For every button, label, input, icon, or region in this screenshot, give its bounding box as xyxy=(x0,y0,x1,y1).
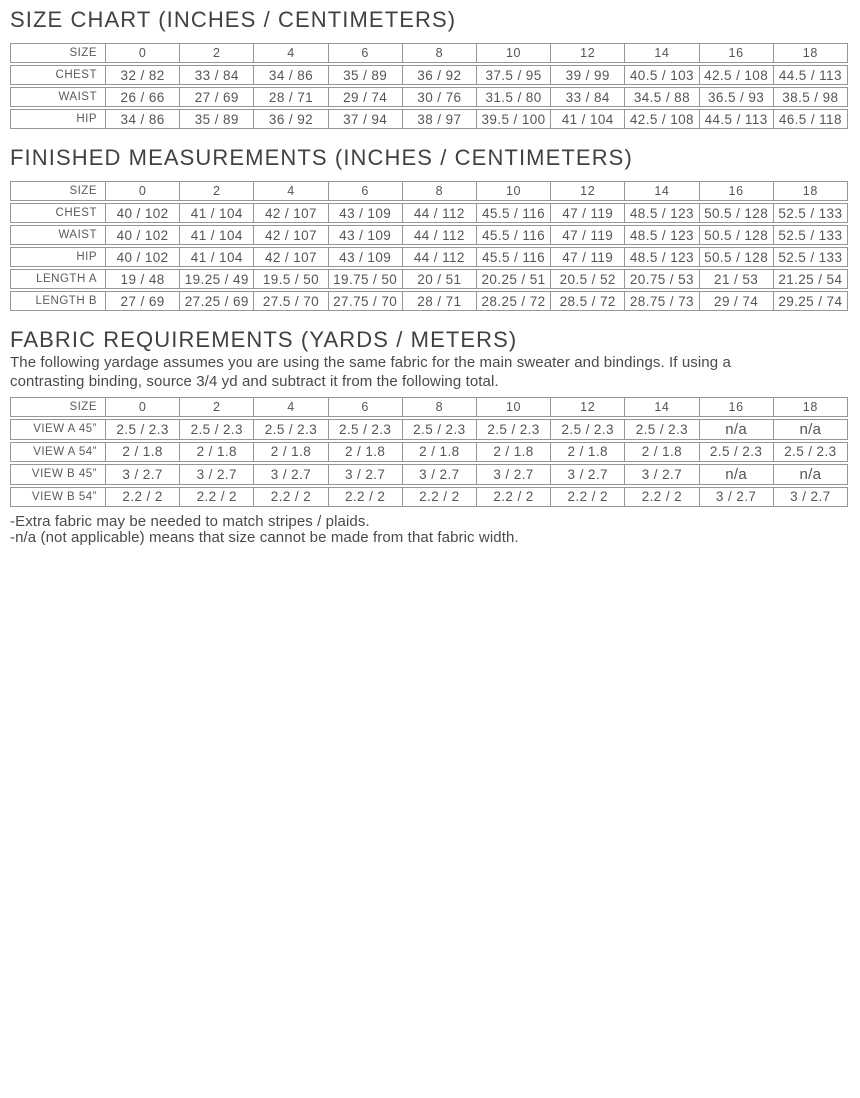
table-cell: 2.2 / 2 xyxy=(329,487,403,507)
fabric-intro-text xyxy=(10,355,782,389)
table-cell: 19.25 / 49 xyxy=(180,269,254,289)
table-cell: 26 / 66 xyxy=(106,87,180,107)
table-row xyxy=(10,269,848,289)
size-corner-label: SIZE xyxy=(10,181,106,201)
table-header-row xyxy=(10,43,848,63)
table-cell: n/a xyxy=(774,419,848,440)
table-cell: 19 / 48 xyxy=(106,269,180,289)
table-row xyxy=(10,65,848,85)
table-cell: 2.2 / 2 xyxy=(551,487,625,507)
table-cell: 20.75 / 53 xyxy=(625,269,699,289)
size-column-header: 6 xyxy=(329,181,403,201)
row-label: WAIST xyxy=(10,225,106,245)
table-cell: 40 / 102 xyxy=(106,225,180,245)
size-column-header: 2 xyxy=(180,397,254,417)
table-cell: 44 / 112 xyxy=(403,203,477,223)
size-column-header: 4 xyxy=(254,397,328,417)
size-column-header: 2 xyxy=(180,43,254,63)
fabric-requirements-table xyxy=(10,395,848,509)
size-chart-table xyxy=(10,41,848,131)
size-column-header: 16 xyxy=(700,397,774,417)
table-row xyxy=(10,464,848,485)
fabric-intro-line1: The following yardage assumes you are using the same fabric for the main sweater and bindings. If using a xyxy=(10,353,731,371)
footnote-stripes: -Extra fabric may be needed to match stripes / plaids. xyxy=(10,512,370,530)
table-cell: 39.5 / 100 xyxy=(477,109,551,129)
table-cell: 40 / 102 xyxy=(106,203,180,223)
table-cell: 37 / 94 xyxy=(329,109,403,129)
footnote-na: -n/a (not applicable) means that size cannot be made from that fabric width. xyxy=(10,529,519,546)
table-cell: 27.5 / 70 xyxy=(254,291,328,311)
table-cell: 29.25 / 74 xyxy=(774,291,848,311)
row-label: CHEST xyxy=(10,203,106,223)
table-cell: 52.5 / 133 xyxy=(774,247,848,267)
table-cell: 2.5 / 2.3 xyxy=(477,419,551,440)
table-cell: 3 / 2.7 xyxy=(477,464,551,485)
table-cell: 44.5 / 113 xyxy=(700,109,774,129)
table-cell: 2 / 1.8 xyxy=(403,442,477,462)
table-cell: 2.2 / 2 xyxy=(625,487,699,507)
table-row xyxy=(10,87,848,107)
table-cell: 42.5 / 108 xyxy=(700,65,774,85)
size-column-header: 0 xyxy=(106,43,180,63)
table-cell: 43 / 109 xyxy=(329,247,403,267)
table-cell: 21.25 / 54 xyxy=(774,269,848,289)
size-column-header: 2 xyxy=(180,181,254,201)
table-cell: 20 / 51 xyxy=(403,269,477,289)
row-label: VIEW A 54” xyxy=(10,442,106,462)
table-cell: 20.5 / 52 xyxy=(551,269,625,289)
table-row xyxy=(10,291,848,311)
size-column-header: 0 xyxy=(106,181,180,201)
table-cell: 28 / 71 xyxy=(254,87,328,107)
table-cell: 42 / 107 xyxy=(254,247,328,267)
table-cell: 34.5 / 88 xyxy=(625,87,699,107)
table-cell: 2.5 / 2.3 xyxy=(774,442,848,462)
size-column-header: 12 xyxy=(551,181,625,201)
finished-measurements-table xyxy=(10,179,848,313)
table-cell: 41 / 104 xyxy=(551,109,625,129)
table-row xyxy=(10,419,848,440)
size-column-header: 12 xyxy=(551,397,625,417)
table-cell: n/a xyxy=(700,419,774,440)
table-cell: 32 / 82 xyxy=(106,65,180,85)
table-cell: 27.75 / 70 xyxy=(329,291,403,311)
table-cell: 38.5 / 98 xyxy=(774,87,848,107)
table-cell: 19.75 / 50 xyxy=(329,269,403,289)
table-cell: 31.5 / 80 xyxy=(477,87,551,107)
table-cell: 43 / 109 xyxy=(329,225,403,245)
table-cell: 29 / 74 xyxy=(700,291,774,311)
table-cell: 41 / 104 xyxy=(180,225,254,245)
table-row xyxy=(10,225,848,245)
row-label: HIP xyxy=(10,247,106,267)
size-column-header: 16 xyxy=(700,43,774,63)
table-cell: 3 / 2.7 xyxy=(403,464,477,485)
table-cell: 37.5 / 95 xyxy=(477,65,551,85)
table-cell: 45.5 / 116 xyxy=(477,203,551,223)
table-cell: 35 / 89 xyxy=(329,65,403,85)
table-cell: 48.5 / 123 xyxy=(625,203,699,223)
table-cell: 42 / 107 xyxy=(254,203,328,223)
table-row xyxy=(10,442,848,462)
table-cell: 42 / 107 xyxy=(254,225,328,245)
document-page xyxy=(0,0,860,545)
table-cell: 34 / 86 xyxy=(254,65,328,85)
section-finished-measurements xyxy=(10,146,848,313)
table-cell: 3 / 2.7 xyxy=(254,464,328,485)
table-cell: 2.5 / 2.3 xyxy=(329,419,403,440)
table-cell: 35 / 89 xyxy=(180,109,254,129)
table-cell: 42.5 / 108 xyxy=(625,109,699,129)
size-column-header: 8 xyxy=(403,43,477,63)
table-cell: 28.25 / 72 xyxy=(477,291,551,311)
table-cell: 27.25 / 69 xyxy=(180,291,254,311)
table-cell: 27 / 69 xyxy=(180,87,254,107)
size-column-header: 4 xyxy=(254,181,328,201)
table-cell: 2 / 1.8 xyxy=(254,442,328,462)
size-column-header: 6 xyxy=(329,397,403,417)
table-cell: 3 / 2.7 xyxy=(551,464,625,485)
section-fabric-requirements xyxy=(10,328,848,508)
table-cell: 20.25 / 51 xyxy=(477,269,551,289)
table-cell: 3 / 2.7 xyxy=(329,464,403,485)
fabric-intro-line2: contrasting binding, source 3/4 yd and subtract it from the following total. xyxy=(10,372,499,390)
table-cell: 40.5 / 103 xyxy=(625,65,699,85)
table-cell: 2.2 / 2 xyxy=(477,487,551,507)
table-row xyxy=(10,203,848,223)
table-cell: 2.5 / 2.3 xyxy=(180,419,254,440)
table-cell: 45.5 / 116 xyxy=(477,247,551,267)
table-cell: 40 / 102 xyxy=(106,247,180,267)
size-corner-label: SIZE xyxy=(10,43,106,63)
table-cell: 47 / 119 xyxy=(551,247,625,267)
table-cell: 50.5 / 128 xyxy=(700,247,774,267)
table-cell: 21 / 53 xyxy=(700,269,774,289)
size-corner-label: SIZE xyxy=(10,397,106,417)
table-cell: 2.5 / 2.3 xyxy=(700,442,774,462)
table-cell: 2 / 1.8 xyxy=(551,442,625,462)
table-cell: 2 / 1.8 xyxy=(329,442,403,462)
table-cell: 45.5 / 116 xyxy=(477,225,551,245)
finished-measurements-title: FINISHED MEASUREMENTS (INCHES / CENTIMETERS) xyxy=(10,145,633,171)
footnotes xyxy=(10,514,848,546)
table-cell: 47 / 119 xyxy=(551,225,625,245)
table-cell: 33 / 84 xyxy=(180,65,254,85)
table-cell: 50.5 / 128 xyxy=(700,203,774,223)
table-cell: 36 / 92 xyxy=(403,65,477,85)
table-cell: 44 / 112 xyxy=(403,225,477,245)
table-cell: 38 / 97 xyxy=(403,109,477,129)
size-column-header: 18 xyxy=(774,181,848,201)
size-column-header: 10 xyxy=(477,43,551,63)
table-cell: 28 / 71 xyxy=(403,291,477,311)
table-cell: 44 / 112 xyxy=(403,247,477,267)
table-cell: 2 / 1.8 xyxy=(106,442,180,462)
table-cell: 2 / 1.8 xyxy=(625,442,699,462)
size-column-header: 4 xyxy=(254,43,328,63)
size-column-header: 12 xyxy=(551,43,625,63)
table-cell: 2.2 / 2 xyxy=(403,487,477,507)
table-cell: 28.75 / 73 xyxy=(625,291,699,311)
size-column-header: 10 xyxy=(477,397,551,417)
table-cell: 33 / 84 xyxy=(551,87,625,107)
size-column-header: 8 xyxy=(403,397,477,417)
table-row xyxy=(10,487,848,507)
table-row xyxy=(10,109,848,129)
size-column-header: 10 xyxy=(477,181,551,201)
table-cell: 2.2 / 2 xyxy=(106,487,180,507)
table-header-row xyxy=(10,397,848,417)
table-cell: 3 / 2.7 xyxy=(774,487,848,507)
table-cell: 36.5 / 93 xyxy=(700,87,774,107)
row-label: VIEW B 45” xyxy=(10,464,106,485)
size-column-header: 18 xyxy=(774,43,848,63)
table-cell: 50.5 / 128 xyxy=(700,225,774,245)
table-cell: 2 / 1.8 xyxy=(180,442,254,462)
table-cell: 3 / 2.7 xyxy=(625,464,699,485)
size-column-header: 16 xyxy=(700,181,774,201)
table-cell: n/a xyxy=(774,464,848,485)
table-cell: 44.5 / 113 xyxy=(774,65,848,85)
table-cell: 3 / 2.7 xyxy=(180,464,254,485)
table-cell: 46.5 / 118 xyxy=(774,109,848,129)
size-column-header: 0 xyxy=(106,397,180,417)
table-cell: 52.5 / 133 xyxy=(774,225,848,245)
table-cell: 41 / 104 xyxy=(180,247,254,267)
table-cell: 28.5 / 72 xyxy=(551,291,625,311)
table-cell: 48.5 / 123 xyxy=(625,247,699,267)
table-cell: 2.2 / 2 xyxy=(254,487,328,507)
table-cell: 41 / 104 xyxy=(180,203,254,223)
row-label: CHEST xyxy=(10,65,106,85)
size-column-header: 14 xyxy=(625,397,699,417)
table-cell: n/a xyxy=(700,464,774,485)
table-cell: 27 / 69 xyxy=(106,291,180,311)
table-cell: 48.5 / 123 xyxy=(625,225,699,245)
table-cell: 34 / 86 xyxy=(106,109,180,129)
table-cell: 39 / 99 xyxy=(551,65,625,85)
row-label: VIEW B 54” xyxy=(10,487,106,507)
table-cell: 19.5 / 50 xyxy=(254,269,328,289)
size-column-header: 8 xyxy=(403,181,477,201)
table-cell: 2.5 / 2.3 xyxy=(254,419,328,440)
size-column-header: 14 xyxy=(625,181,699,201)
size-column-header: 6 xyxy=(329,43,403,63)
row-label: VIEW A 45” xyxy=(10,419,106,440)
row-label: HIP xyxy=(10,109,106,129)
table-cell: 43 / 109 xyxy=(329,203,403,223)
row-label: WAIST xyxy=(10,87,106,107)
table-row xyxy=(10,247,848,267)
table-cell: 2.5 / 2.3 xyxy=(625,419,699,440)
table-header-row xyxy=(10,181,848,201)
row-label: LENGTH A xyxy=(10,269,106,289)
table-cell: 29 / 74 xyxy=(329,87,403,107)
table-cell: 2 / 1.8 xyxy=(477,442,551,462)
size-chart-title: SIZE CHART (INCHES / CENTIMETERS) xyxy=(10,7,457,32)
size-column-header: 14 xyxy=(625,43,699,63)
table-cell: 47 / 119 xyxy=(551,203,625,223)
table-cell: 2.2 / 2 xyxy=(180,487,254,507)
table-cell: 30 / 76 xyxy=(403,87,477,107)
table-cell: 2.5 / 2.3 xyxy=(551,419,625,440)
table-cell: 36 / 92 xyxy=(254,109,328,129)
table-cell: 2.5 / 2.3 xyxy=(403,419,477,440)
row-label: LENGTH B xyxy=(10,291,106,311)
table-cell: 2.5 / 2.3 xyxy=(106,419,180,440)
size-column-header: 18 xyxy=(774,397,848,417)
table-cell: 3 / 2.7 xyxy=(106,464,180,485)
section-size-chart xyxy=(10,8,848,131)
fabric-requirements-title: FABRIC REQUIREMENTS (YARDS / METERS) xyxy=(10,327,518,353)
table-cell: 52.5 / 133 xyxy=(774,203,848,223)
table-cell: 3 / 2.7 xyxy=(700,487,774,507)
